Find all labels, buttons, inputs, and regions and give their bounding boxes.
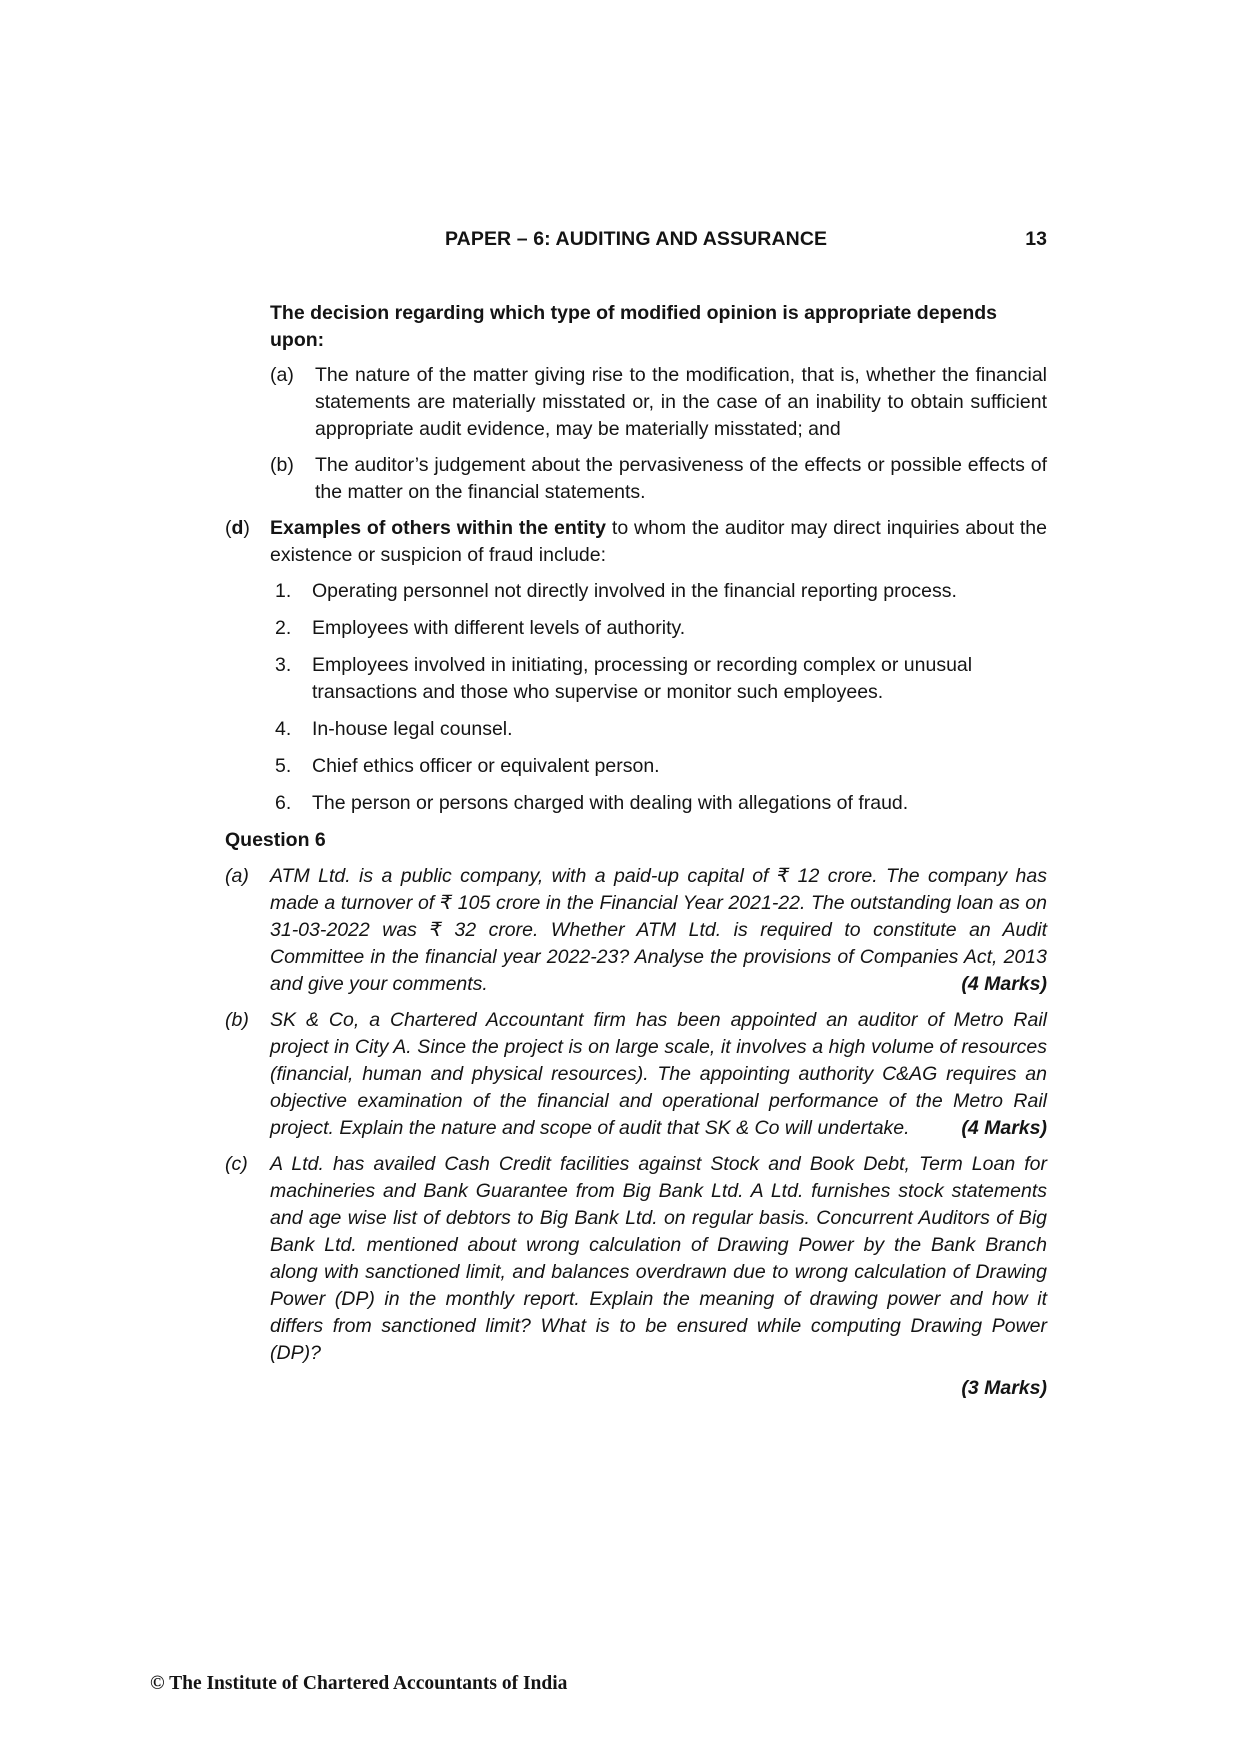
question-text: ATM Ltd. is a public company, with a paid-up capital of ₹ 12 crore. The company has made a turnover of ₹ 105 crore in the Financial Year 2021-22. The outstanding loan as on 31-03-2022 was ₹ 32 crore. Whether ATM Ltd. is required to constitute an Audit Committee in the financial year 2022-23? Analyse the provisions of Companies Act, 2013 and give your comments. <box>270 865 1047 995</box>
question-heading: Question 6 <box>225 829 326 851</box>
question-text: SK & Co, a Chartered Accountant firm has been appointed an auditor of Metro Rail project in City A. Since the project is on large scale, it involves a high volume of resources (financial, human and physical resources). The appointing authority C&AG requires an objective examination of the financial and operational performance of the Metro Rail project. Explain the nature and scope of audit that SK & Co will undertake. <box>270 1009 1047 1139</box>
question-marks: (4 Marks) <box>961 973 1047 995</box>
page-header <box>225 226 1047 254</box>
question-marks: (4 Marks) <box>961 1117 1047 1139</box>
question-item <box>225 1007 1047 1142</box>
modified-opinion-item <box>225 362 1047 443</box>
item-marker: (a) <box>270 364 294 386</box>
modified-opinion-item <box>225 452 1047 506</box>
question-marker: (a) <box>225 865 249 887</box>
list-number: 6. <box>275 792 292 814</box>
list-number: 2. <box>275 617 292 639</box>
question-marks: (3 Marks) <box>961 1377 1047 1399</box>
part-d-text: to whom the auditor may direct inquiries about the existence or suspicion of fraud include: <box>270 517 1047 566</box>
list-number: 5. <box>275 755 292 777</box>
copyright-footer: © The Institute of Chartered Accountants of India <box>150 1673 568 1694</box>
question-item <box>225 1151 1047 1402</box>
list-number: 4. <box>275 718 292 740</box>
question-marker: (c) <box>225 1153 248 1175</box>
list-text: Employees with different levels of authority. <box>312 617 686 639</box>
list-text: The person or persons charged with dealing with allegations of fraud. <box>312 792 909 814</box>
list-item <box>225 716 1047 743</box>
list-item <box>225 790 1047 817</box>
list-text: Operating personnel not directly involved in the financial reporting process. <box>312 580 957 602</box>
list-item <box>225 578 1047 605</box>
paper-title: PAPER – 6: AUDITING AND ASSURANCE <box>445 228 828 250</box>
item-text: The auditor’s judgement about the pervasiveness of the effects or possible effects of the matter on the financial statements. <box>315 454 1047 503</box>
question-marker: (b) <box>225 1009 249 1031</box>
list-text: Chief ethics officer or equivalent person. <box>312 755 660 777</box>
list-item <box>225 652 1047 706</box>
question-text: A Ltd. has availed Cash Credit facilities against Stock and Book Debt, Term Loan for machineries and Bank Guarantee from Big Bank Ltd. A Ltd. furnishes stock statements and age wise list of debtors to Big Bank Ltd. on regular basis. Concurrent Auditors of Big Bank Ltd. mentioned about wrong calculation of Drawing Power by the Bank Branch along with sanctioned limit, and balances overdrawn due to wrong calculation of Drawing Power (DP) in the monthly report. Explain the meaning of drawing power and how it differs from sanctioned limit? What is to be ensured while computing Drawing Power (DP)? <box>270 1153 1047 1364</box>
part-d <box>225 515 1047 569</box>
list-text: In-house legal counsel. <box>312 718 513 740</box>
list-item <box>225 615 1047 642</box>
list-text: Employees involved in initiating, processing or recording complex or unusual transactions and those who supervise or monitor such employees. <box>312 654 973 703</box>
page-number: 13 <box>1025 228 1047 250</box>
list-number: 3. <box>275 654 292 676</box>
item-text: The nature of the matter giving rise to the modification, that is, whether the financial statements are materially misstated or, in the case of an inability to obtain sufficient appropriate audit evidence, may be materially misstated; and <box>315 364 1047 440</box>
modified-opinion-lead: The decision regarding which type of modified opinion is appropriate depends upon: <box>270 302 997 351</box>
list-item <box>225 753 1047 780</box>
part-d-marker: (d) <box>225 517 250 539</box>
page-content <box>225 300 1047 1411</box>
list-number: 1. <box>275 580 292 602</box>
item-marker: (b) <box>270 454 294 476</box>
part-d-bold-text: Examples of others within the entity <box>270 517 607 539</box>
question-item <box>225 863 1047 998</box>
